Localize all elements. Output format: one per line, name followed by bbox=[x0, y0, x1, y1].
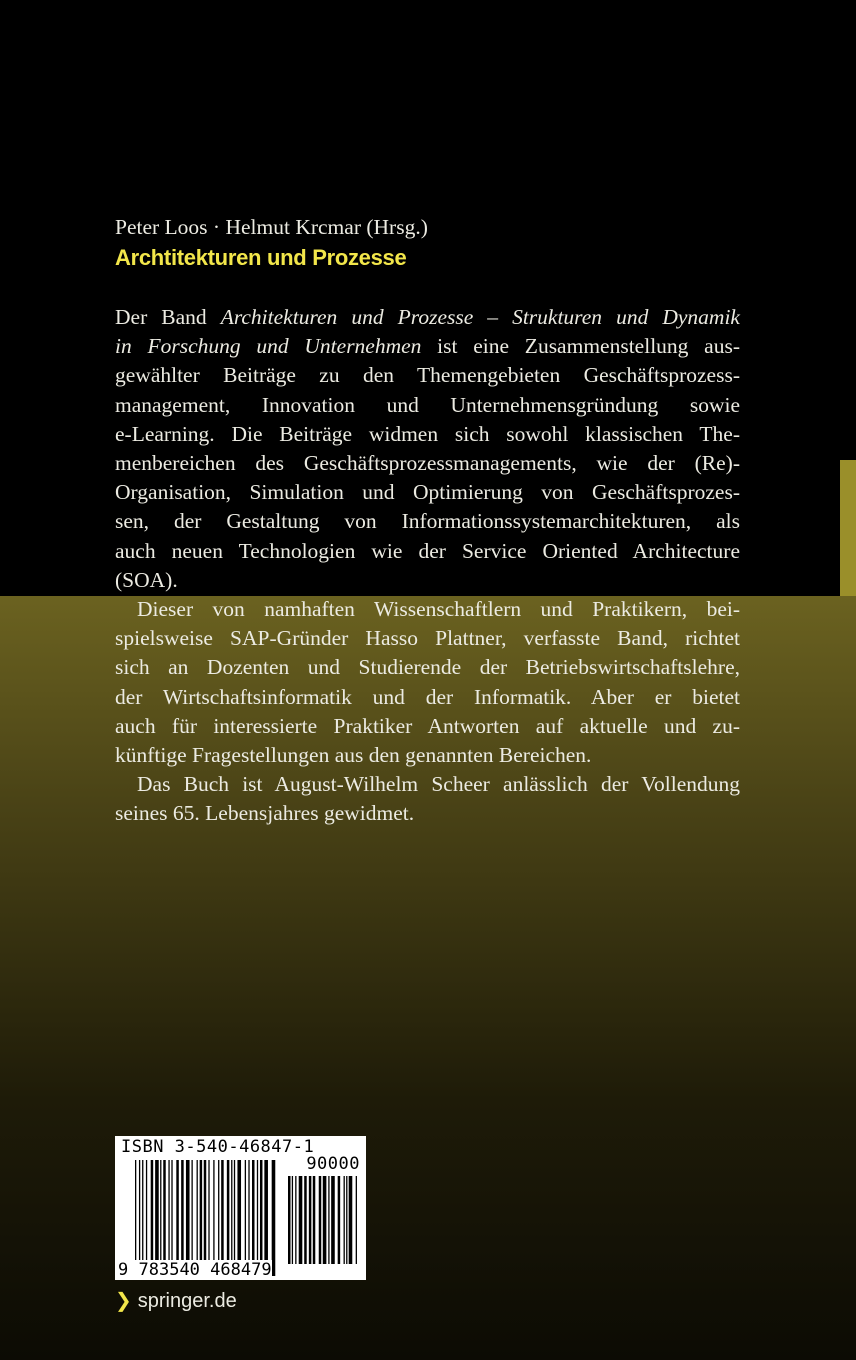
barcode-bar bbox=[257, 1160, 258, 1276]
barcode-bar bbox=[252, 1160, 255, 1276]
chevron-right-icon: ❯ bbox=[115, 1290, 132, 1312]
barcode-bar bbox=[155, 1160, 159, 1276]
barcode-bar bbox=[299, 1176, 303, 1264]
blurb-line: der Wirtschaftsinformatik und der Informatik. Aber er bietet bbox=[115, 684, 740, 709]
barcode-bar bbox=[245, 1160, 246, 1276]
blurb-line: künftige Fragestellungen aus den genannten Bereichen. bbox=[115, 743, 592, 768]
barcode-bar bbox=[213, 1160, 214, 1276]
barcode-bar bbox=[292, 1176, 293, 1264]
blurb-line: Dieser von namhaften Wissenschaftlern und Praktikern, bei- bbox=[137, 597, 740, 622]
barcode-bar bbox=[346, 1176, 347, 1264]
barcode-bar bbox=[191, 1160, 192, 1276]
barcode-bar bbox=[231, 1160, 232, 1276]
barcode-bar bbox=[139, 1160, 140, 1276]
blurb-line: Das Buch ist August-Wilhelm Scheer anlässlich der Vollendung bbox=[137, 772, 740, 797]
price-addon-code: 90000 bbox=[306, 1154, 360, 1174]
blurb-line: sen, der Gestaltung von Informationssystemarchitekturen, als bbox=[115, 509, 740, 534]
barcode-bar bbox=[260, 1160, 263, 1276]
barcode-bar bbox=[208, 1160, 209, 1276]
barcode-bar bbox=[186, 1160, 190, 1276]
barcode-bar bbox=[264, 1160, 268, 1276]
barcode-bar bbox=[197, 1160, 198, 1276]
barcode-bar bbox=[160, 1160, 161, 1276]
barcode-bar bbox=[309, 1176, 312, 1264]
barcode-bar bbox=[248, 1160, 249, 1276]
blurb-line: sich an Dozenten und Studierende der Betriebswirtschaftslehre, bbox=[115, 655, 740, 680]
barcode-bar bbox=[331, 1176, 335, 1264]
barcode-bar bbox=[356, 1176, 357, 1264]
isbn-barcode bbox=[115, 1136, 366, 1280]
barcode-bar bbox=[146, 1160, 147, 1276]
blurb-line: gewählter Beiträge zu den Themengebieten Geschäftsprozess- bbox=[115, 363, 740, 388]
blurb-text bbox=[115, 303, 740, 829]
ean-digits: 9 783540 468479 bbox=[118, 1260, 272, 1280]
barcode-bar bbox=[323, 1176, 327, 1264]
blurb-line: in Forschung und Unternehmen ist eine Zusammenstellung aus- bbox=[115, 334, 740, 359]
publisher-label: springer.de bbox=[137, 1290, 237, 1312]
barcode-bar bbox=[295, 1176, 296, 1264]
blurb-line: auch für interessierte Praktiker Antworten auf aktuelle und zu- bbox=[115, 713, 740, 738]
barcode-bar bbox=[237, 1160, 241, 1276]
blurb-line: Der Band Architekturen und Prozesse – Strukturen und Dynamik bbox=[115, 305, 740, 329]
barcode-bar bbox=[218, 1160, 219, 1276]
barcode-bar bbox=[221, 1160, 224, 1276]
barcode-bar bbox=[328, 1176, 329, 1264]
barcode-bar bbox=[135, 1160, 136, 1276]
barcode-bar bbox=[304, 1176, 307, 1264]
barcode-bar bbox=[142, 1160, 143, 1276]
blurb-line: spielsweise SAP-Gründer Hasso Plattner, verfasste Band, richtet bbox=[115, 626, 740, 651]
barcode-bar bbox=[163, 1160, 166, 1276]
barcode-bar bbox=[338, 1176, 341, 1264]
blurb-line: auch neuen Technologien wie der Service Oriented Architecture bbox=[115, 538, 740, 563]
barcode-bar bbox=[227, 1160, 230, 1276]
blurb-line: e-Learning. Die Beiträge widmen sich sowohl klassischen The- bbox=[115, 421, 740, 446]
publisher-link[interactable] bbox=[115, 1288, 237, 1313]
blurb-line: seines 65. Lebensjahres gewidmet. bbox=[115, 801, 415, 826]
blurb-line: Organisation, Simulation und Optimierung von Geschäftsprozes- bbox=[115, 480, 740, 505]
blurb-line: management, Innovation und Unternehmensgründung sowie bbox=[115, 392, 740, 417]
barcode-bar bbox=[319, 1176, 322, 1264]
barcode-bar bbox=[181, 1160, 184, 1276]
barcode-bar bbox=[288, 1176, 291, 1264]
book-editors: Peter Loos · Helmut Krcmar (Hrsg.) bbox=[115, 215, 428, 239]
barcode-bar bbox=[176, 1160, 179, 1276]
barcode-bar bbox=[151, 1160, 154, 1276]
barcode-bar bbox=[200, 1160, 203, 1276]
book-title: Archtitekturen und Prozesse bbox=[115, 245, 407, 270]
barcode-bar bbox=[349, 1176, 353, 1264]
spine-color-tab bbox=[840, 460, 856, 596]
barcode-bar bbox=[344, 1176, 345, 1264]
barcode-bar bbox=[272, 1160, 276, 1276]
barcode-bar bbox=[204, 1160, 207, 1276]
blurb-line: menbereichen des Geschäftsprozessmanagements, wie der (Re)- bbox=[115, 451, 740, 476]
blurb-line: (SOA). bbox=[115, 567, 178, 592]
barcode-bar bbox=[234, 1160, 235, 1276]
barcode-bar bbox=[171, 1160, 172, 1276]
barcode-bar bbox=[313, 1176, 316, 1264]
barcode-bar bbox=[168, 1160, 169, 1276]
isbn-label: ISBN 3-540-46847-1 bbox=[121, 1137, 315, 1157]
